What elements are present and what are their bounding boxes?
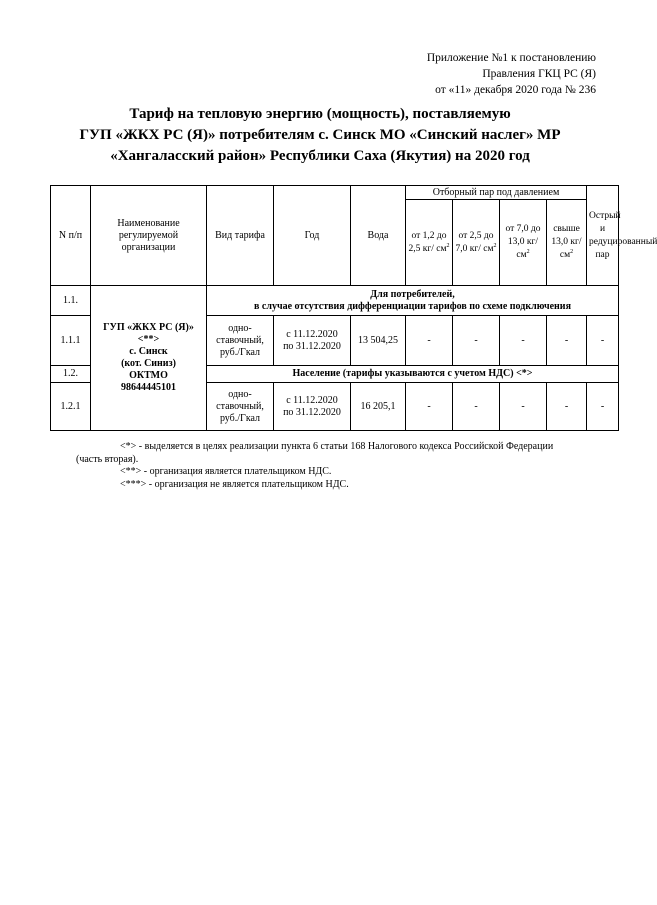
- org-line: 98644445101: [121, 382, 176, 393]
- org-line: ГУП «ЖКХ РС (Я)»: [103, 322, 194, 333]
- row-water: 13 504,25: [351, 316, 406, 366]
- row-steam-3: -: [500, 383, 547, 431]
- row-steam-4: -: [547, 383, 587, 431]
- appendix-line: Правления ГКЦ РС (Я): [482, 68, 596, 80]
- org-line: <**>: [137, 334, 160, 345]
- footnote-3: <***> - организация не является плательщиком НДС.: [120, 478, 349, 490]
- footnotes: [76, 441, 606, 491]
- header-year: Год: [274, 186, 351, 286]
- row-water: 16 205,1: [351, 383, 406, 431]
- header-row: [51, 186, 619, 200]
- header-water: Вода: [351, 186, 406, 286]
- document-title: [0, 104, 640, 167]
- header-org: Наименование регулируемой организации: [91, 186, 207, 286]
- row-year: с 11.12.2020 по 31.12.2020: [274, 316, 351, 366]
- row-steam-1: -: [406, 383, 453, 431]
- section-num: 1.2.: [51, 366, 91, 383]
- row-steam-2: -: [453, 383, 500, 431]
- title-line: «Хангаласский район» Республики Саха (Якутия) на 2020 год: [110, 148, 530, 164]
- header-steam-2: от 2,5 до 7,0 кг/ $см^2$: [453, 200, 500, 286]
- header-steam-group: Отборный пар под давлением: [406, 186, 587, 200]
- row-sharp-steam: -: [587, 316, 619, 366]
- header-num: N п/п: [51, 186, 91, 286]
- section-num: 1.1.: [51, 286, 91, 316]
- appendix-line: Приложение №1 к постановлению: [426, 52, 596, 64]
- row-num: 1.1.1: [51, 316, 91, 366]
- row-tariff-type: одно-ставочный, руб./Гкал: [207, 316, 274, 366]
- org-name-cell: [91, 286, 207, 431]
- row-year: с 11.12.2020 по 31.12.2020: [274, 383, 351, 431]
- section-row: [51, 286, 619, 316]
- footnote-1-cont: (часть вторая).: [76, 453, 139, 465]
- row-steam-1: -: [406, 316, 453, 366]
- header-steam-3: от 7,0 до 13,0 кг/ $см^2$: [500, 200, 547, 286]
- header-sharp-steam: Острый и редуцированный пар: [587, 186, 619, 286]
- row-steam-2: -: [453, 316, 500, 366]
- appendix-header: [427, 50, 596, 98]
- row-tariff-type: одно-ставочный, руб./Гкал: [207, 383, 274, 431]
- org-line: (кот. Синиз): [121, 358, 176, 369]
- section-title: Для потребителей, в случае отсутствия дифференциации тарифов по схеме подключения: [207, 286, 619, 316]
- row-steam-3: -: [500, 316, 547, 366]
- header-steam-1: от 1,2 до 2,5 кг/ $см^2$: [406, 200, 453, 286]
- row-num: 1.2.1: [51, 383, 91, 431]
- header-tariff-type: Вид тарифа: [207, 186, 274, 286]
- section-title: Население (тарифы указываются с учетом НДС) <*>: [207, 366, 619, 383]
- footnote-2: <**> - организация является плательщиком НДС.: [120, 466, 332, 477]
- appendix-line: от «11» декабря 2020 года № 236: [435, 84, 596, 96]
- row-sharp-steam: -: [587, 383, 619, 431]
- title-line: Тариф на тепловую энергию (мощность), поставляемую: [129, 106, 511, 122]
- title-line: ГУП «ЖКХ РС (Я)» потребителям с. Синск МО «Синский наслег» МР: [79, 127, 561, 143]
- tariff-table: [50, 185, 657, 431]
- org-line: ОКТМО: [129, 370, 168, 381]
- footnote-1: <*> - выделяется в целях реализации пункта 6 статьи 168 Налогового кодекса Российской Федерации: [120, 441, 554, 452]
- header-steam-4: свыше 13,0 кг/ $см^2$: [547, 200, 587, 286]
- row-steam-4: -: [547, 316, 587, 366]
- org-line: с. Синск: [129, 346, 168, 357]
